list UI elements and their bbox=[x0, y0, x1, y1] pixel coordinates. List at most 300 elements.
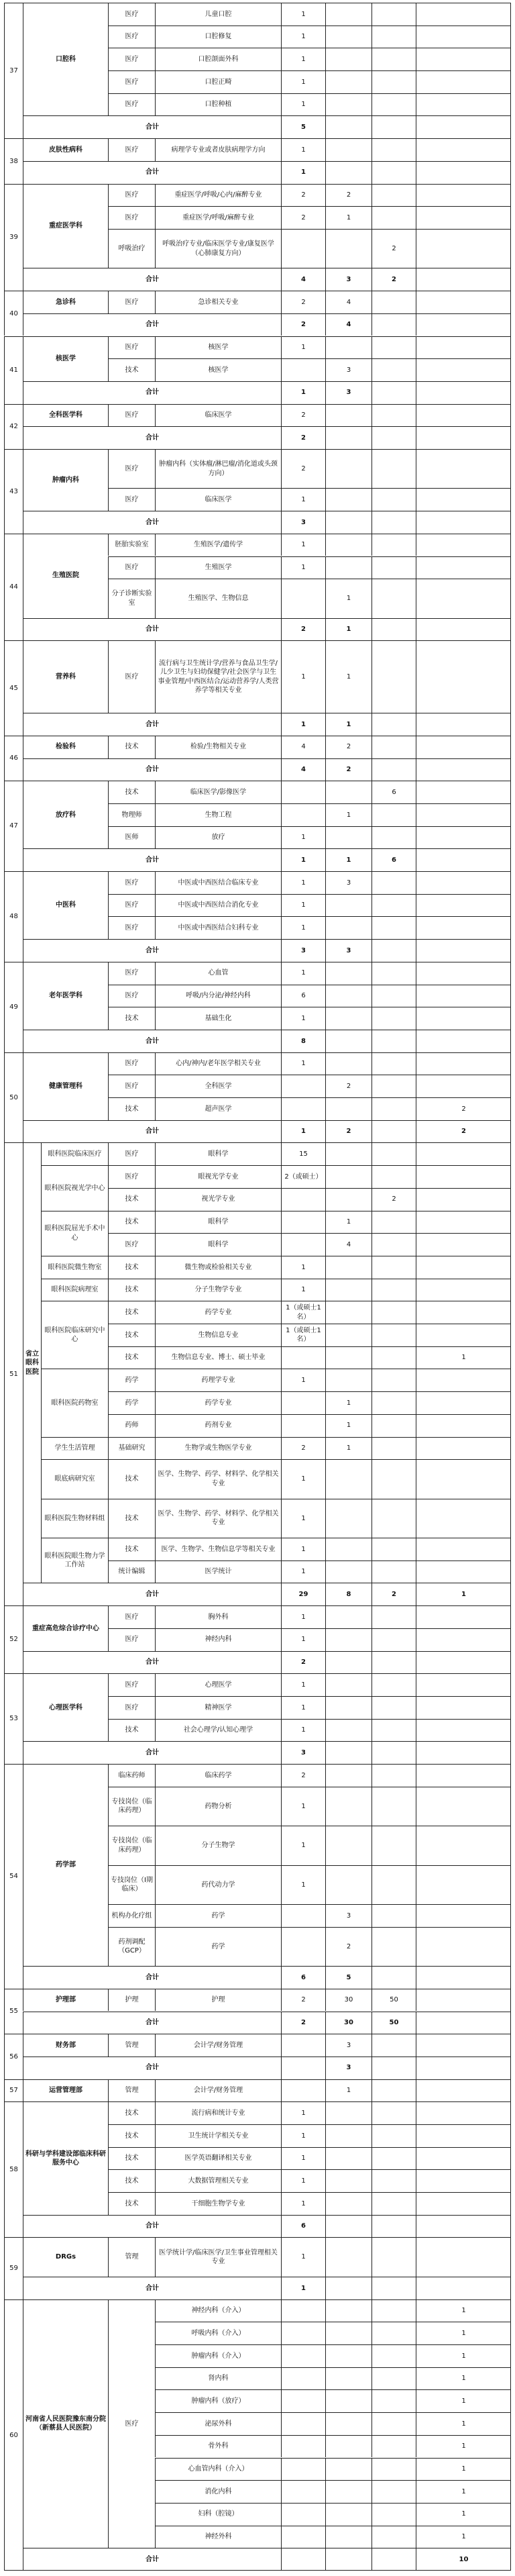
count-doctoral: 1 bbox=[281, 1696, 325, 1719]
count-doctoral: 2 bbox=[281, 1437, 325, 1460]
position-type: 医疗 bbox=[108, 1052, 155, 1075]
count-bachelor bbox=[371, 1007, 416, 1030]
count-bachelor bbox=[371, 1741, 416, 1764]
count-bachelor bbox=[371, 962, 416, 985]
count-doctoral: 1 bbox=[281, 1538, 325, 1561]
seq-number: 42 bbox=[4, 404, 23, 449]
count-master bbox=[325, 1673, 371, 1696]
seq-number: 39 bbox=[4, 184, 23, 291]
count-master bbox=[325, 2124, 371, 2147]
count-other: 1 bbox=[416, 2435, 511, 2458]
specialty: 干细胞生物学专业 bbox=[155, 2192, 281, 2215]
count-other bbox=[416, 2147, 511, 2170]
count-other bbox=[416, 781, 511, 803]
count-master bbox=[325, 161, 371, 184]
count-bachelor bbox=[371, 803, 416, 826]
count-other bbox=[416, 2215, 511, 2238]
department-name: 全科医学科 bbox=[23, 404, 108, 427]
count-doctoral: 1 bbox=[281, 916, 325, 939]
count-doctoral bbox=[281, 2458, 325, 2481]
count-master bbox=[325, 1279, 371, 1301]
count-other bbox=[416, 1301, 511, 1324]
specialty: 胸外科 bbox=[155, 1605, 281, 1628]
count-master bbox=[325, 826, 371, 849]
count-other bbox=[416, 736, 511, 758]
specialty: 心理医学 bbox=[155, 1673, 281, 1696]
specialty: 会计学/财务管理 bbox=[155, 2034, 281, 2057]
seq-number: 60 bbox=[4, 2299, 23, 2571]
count-doctoral: 2 bbox=[281, 1989, 325, 2012]
count-doctoral: 1 bbox=[281, 2147, 325, 2170]
position-type: 技术 bbox=[108, 1211, 155, 1234]
count-doctoral: 1 bbox=[281, 1826, 325, 1865]
count-master bbox=[325, 2299, 371, 2322]
specialty: 妇科（腔镜） bbox=[155, 2503, 281, 2526]
position-type: 医疗 bbox=[108, 894, 155, 917]
count-bachelor bbox=[371, 291, 416, 313]
count-master: 3 bbox=[325, 381, 371, 404]
position-type: 医疗 bbox=[108, 1165, 155, 1188]
count-master bbox=[325, 2503, 371, 2526]
specialty: 大数据管理相关专业 bbox=[155, 2169, 281, 2192]
count-doctoral: 2 bbox=[281, 449, 325, 488]
count-other bbox=[416, 939, 511, 962]
count-bachelor: 2 bbox=[371, 1583, 416, 1605]
count-doctoral: 1 bbox=[281, 871, 325, 894]
count-other bbox=[416, 488, 511, 511]
position-type: 技术 bbox=[108, 2169, 155, 2192]
count-master bbox=[325, 1787, 371, 1826]
count-doctoral: 1 bbox=[281, 1052, 325, 1075]
count-other bbox=[416, 640, 511, 713]
count-doctoral: 1 bbox=[281, 1007, 325, 1030]
count-bachelor bbox=[371, 1499, 416, 1538]
count-other bbox=[416, 115, 511, 138]
specialty: 泌尿外科 bbox=[155, 2412, 281, 2435]
count-bachelor bbox=[371, 336, 416, 359]
specialty: 基础生化 bbox=[155, 1007, 281, 1030]
count-doctoral bbox=[281, 2034, 325, 2057]
position-type: 技术 bbox=[108, 1459, 155, 1498]
count-other bbox=[416, 93, 511, 116]
specialty: 生殖医学、生物信息 bbox=[155, 579, 281, 617]
seq-number: 38 bbox=[4, 138, 23, 183]
count-bachelor bbox=[371, 1459, 416, 1498]
count-doctoral: 1 bbox=[281, 894, 325, 917]
count-bachelor bbox=[371, 93, 416, 116]
count-master: 4 bbox=[325, 313, 371, 336]
subtotal-label: 合计 bbox=[23, 758, 281, 781]
count-master bbox=[325, 1142, 371, 1165]
specialty: 重症医学/呼吸/心内/麻醉专业 bbox=[155, 184, 281, 207]
count-bachelor bbox=[371, 1391, 416, 1414]
count-other bbox=[416, 962, 511, 985]
count-bachelor bbox=[371, 871, 416, 894]
specialty: 神经外科 bbox=[155, 2526, 281, 2548]
specialty: 眼视光学专业 bbox=[155, 1165, 281, 1188]
count-doctoral: 1 bbox=[281, 1561, 325, 1583]
position-type: 医疗 bbox=[108, 1142, 155, 1165]
count-bachelor bbox=[371, 184, 416, 207]
count-other bbox=[416, 1188, 511, 1211]
count-other: 2 bbox=[416, 1120, 511, 1143]
seq-number: 43 bbox=[4, 449, 23, 534]
count-bachelor bbox=[371, 1414, 416, 1437]
seq-number: 52 bbox=[4, 1605, 23, 1673]
sub-unit-name: 眼科医院微生物室 bbox=[41, 1256, 108, 1279]
sub-unit-name: 眼底病研究室 bbox=[41, 1459, 108, 1498]
count-doctoral: 1 bbox=[281, 1256, 325, 1279]
count-master: 1 bbox=[325, 803, 371, 826]
count-doctoral: 2 bbox=[281, 1764, 325, 1787]
count-bachelor bbox=[371, 2367, 416, 2390]
count-master bbox=[325, 26, 371, 48]
count-bachelor bbox=[371, 2057, 416, 2079]
count-other bbox=[416, 2012, 511, 2034]
count-doctoral: 1 bbox=[281, 1499, 325, 1538]
specialty: 心内/神内/老年医学相关专业 bbox=[155, 1052, 281, 1075]
position-type: 医疗 bbox=[108, 2299, 155, 2548]
position-type: 医疗 bbox=[108, 1628, 155, 1651]
seq-number: 49 bbox=[4, 962, 23, 1052]
count-doctoral: 1 bbox=[281, 26, 325, 48]
position-type: 医疗 bbox=[108, 985, 155, 1007]
specialty: 会计学/财务管理 bbox=[155, 2079, 281, 2102]
count-doctoral bbox=[281, 1075, 325, 1097]
position-type: 医疗 bbox=[108, 48, 155, 70]
department-name: 运营管理部 bbox=[23, 2079, 108, 2102]
count-other: 1 bbox=[416, 2503, 511, 2526]
position-type: 医疗 bbox=[108, 206, 155, 229]
specialty: 口腔种植 bbox=[155, 93, 281, 116]
position-type: 机构办化疗组 bbox=[108, 1904, 155, 1927]
count-bachelor bbox=[371, 2215, 416, 2238]
seq-number: 57 bbox=[4, 2079, 23, 2102]
position-type: 医疗 bbox=[108, 3, 155, 26]
count-doctoral: 1（或硕士1名） bbox=[281, 1301, 325, 1324]
count-other bbox=[416, 894, 511, 917]
specialty: 神经内科 bbox=[155, 1628, 281, 1651]
count-bachelor bbox=[371, 1605, 416, 1628]
count-other bbox=[416, 713, 511, 736]
seq-number: 45 bbox=[4, 640, 23, 736]
count-master: 1 bbox=[325, 2079, 371, 2102]
count-doctoral: 1 bbox=[281, 1605, 325, 1628]
count-other bbox=[416, 2124, 511, 2147]
count-bachelor bbox=[371, 206, 416, 229]
count-doctoral: 2 bbox=[281, 1651, 325, 1674]
subtotal-label: 合计 bbox=[23, 426, 281, 449]
table-bottom-border bbox=[4, 2570, 511, 2571]
count-doctoral: 3 bbox=[281, 1741, 325, 1764]
count-master: 3 bbox=[325, 2057, 371, 2079]
position-type: 技术 bbox=[108, 1256, 155, 1279]
count-other: 1 bbox=[416, 2299, 511, 2322]
count-other bbox=[416, 1561, 511, 1583]
count-master: 3 bbox=[325, 268, 371, 291]
position-type: 医疗 bbox=[108, 336, 155, 359]
count-bachelor bbox=[371, 1865, 416, 1904]
position-type: 医疗 bbox=[108, 1696, 155, 1719]
department-name: 护理部 bbox=[23, 1989, 108, 2012]
specialty: 药代动力学 bbox=[155, 1865, 281, 1904]
count-bachelor bbox=[371, 1301, 416, 1324]
specialty: 放疗 bbox=[155, 826, 281, 849]
position-type: 医疗 bbox=[108, 871, 155, 894]
count-doctoral: 1 bbox=[281, 161, 325, 184]
position-type: 专技岗位（临床药理） bbox=[108, 1826, 155, 1865]
count-bachelor bbox=[371, 618, 416, 641]
specialty: 临床医学/影像医学 bbox=[155, 781, 281, 803]
specialty: 心血管 bbox=[155, 962, 281, 985]
count-bachelor bbox=[371, 1437, 416, 1460]
count-master bbox=[325, 449, 371, 488]
count-other bbox=[416, 1211, 511, 1234]
count-bachelor bbox=[371, 2526, 416, 2548]
count-master bbox=[325, 48, 371, 70]
department-name: 核医学 bbox=[23, 336, 108, 381]
count-master bbox=[325, 1561, 371, 1583]
count-doctoral bbox=[281, 2435, 325, 2458]
count-doctoral: 1 bbox=[281, 2192, 325, 2215]
count-bachelor bbox=[371, 1120, 416, 1143]
specialty: 儿童口腔 bbox=[155, 3, 281, 26]
count-doctoral: 1（或硕士1名） bbox=[281, 1324, 325, 1346]
specialty: 消化内科 bbox=[155, 2480, 281, 2503]
subtotal-label: 合计 bbox=[23, 939, 281, 962]
specialty: 肿瘤内科（放疗） bbox=[155, 2389, 281, 2412]
subtotal-label: 合计 bbox=[23, 2548, 281, 2571]
count-bachelor bbox=[371, 2034, 416, 2057]
seq-number: 47 bbox=[4, 781, 23, 871]
count-master: 30 bbox=[325, 1989, 371, 2012]
count-other bbox=[416, 511, 511, 534]
sub-unit-name: 眼科医院视光学中心 bbox=[41, 1165, 108, 1210]
position-type: 护理 bbox=[108, 1989, 155, 2012]
subtotal-label: 合计 bbox=[23, 1651, 281, 1674]
count-bachelor bbox=[371, 2344, 416, 2367]
count-other bbox=[416, 313, 511, 336]
count-other bbox=[416, 2057, 511, 2079]
subtotal-label: 合计 bbox=[23, 2215, 281, 2238]
count-master bbox=[325, 488, 371, 511]
specialty: 眼科学 bbox=[155, 1211, 281, 1234]
count-master: 1 bbox=[325, 1414, 371, 1437]
count-bachelor: 6 bbox=[371, 781, 416, 803]
specialty: 眼科学 bbox=[155, 1233, 281, 1256]
count-other bbox=[416, 138, 511, 161]
department-name: 心理医学科 bbox=[23, 1673, 108, 1741]
count-bachelor bbox=[371, 1324, 416, 1346]
position-type: 技术 bbox=[108, 1499, 155, 1538]
count-bachelor bbox=[371, 426, 416, 449]
count-bachelor bbox=[371, 1538, 416, 1561]
count-bachelor bbox=[371, 2458, 416, 2481]
subtotal-label: 合计 bbox=[23, 381, 281, 404]
seq-number: 46 bbox=[4, 736, 23, 781]
position-type: 医疗 bbox=[108, 916, 155, 939]
count-other bbox=[416, 916, 511, 939]
specialty: 药学专业 bbox=[155, 1301, 281, 1324]
position-type: 医疗 bbox=[108, 1673, 155, 1696]
count-doctoral: 4 bbox=[281, 736, 325, 758]
count-bachelor bbox=[371, 1211, 416, 1234]
count-master bbox=[325, 511, 371, 534]
count-bachelor bbox=[371, 2192, 416, 2215]
count-master bbox=[325, 336, 371, 359]
count-other bbox=[416, 184, 511, 207]
count-other: 1 bbox=[416, 2412, 511, 2435]
specialty: 流行病和统计专业 bbox=[155, 2101, 281, 2124]
department-name: 科研与学科建设部临床科研服务中心 bbox=[23, 2101, 108, 2214]
count-master: 1 bbox=[325, 1391, 371, 1414]
count-master: 1 bbox=[325, 713, 371, 736]
specialty: 微生物或检验相关专业 bbox=[155, 1256, 281, 1279]
specialty: 核医学 bbox=[155, 336, 281, 359]
count-bachelor bbox=[371, 511, 416, 534]
count-bachelor bbox=[371, 579, 416, 617]
position-type: 医疗 bbox=[108, 93, 155, 116]
count-other bbox=[416, 1233, 511, 1256]
count-master: 3 bbox=[325, 358, 371, 381]
count-bachelor bbox=[371, 985, 416, 1007]
count-other: 1 bbox=[416, 2367, 511, 2390]
seq-number: 50 bbox=[4, 1052, 23, 1143]
department-name: 财务部 bbox=[23, 2034, 108, 2057]
count-doctoral bbox=[281, 2480, 325, 2503]
seq-number: 56 bbox=[4, 2034, 23, 2079]
count-master bbox=[325, 781, 371, 803]
count-bachelor bbox=[371, 1165, 416, 1188]
count-doctoral: 6 bbox=[281, 985, 325, 1007]
department-name: DRGs bbox=[23, 2237, 108, 2276]
specialty: 生物学或生物医学专业 bbox=[155, 1437, 281, 1460]
count-bachelor bbox=[371, 1826, 416, 1865]
count-other bbox=[416, 579, 511, 617]
count-other bbox=[416, 1369, 511, 1391]
seq-number: 53 bbox=[4, 1673, 23, 1764]
count-bachelor bbox=[371, 1256, 416, 1279]
count-other bbox=[416, 758, 511, 781]
count-bachelor bbox=[371, 939, 416, 962]
specialty: 药学专业 bbox=[155, 1391, 281, 1414]
count-doctoral: 1 bbox=[281, 848, 325, 871]
count-doctoral: 1 bbox=[281, 138, 325, 161]
specialty: 肿瘤内科（介入） bbox=[155, 2344, 281, 2367]
count-doctoral bbox=[281, 2548, 325, 2571]
count-master bbox=[325, 2169, 371, 2192]
count-doctoral: 4 bbox=[281, 758, 325, 781]
count-doctoral bbox=[281, 1391, 325, 1414]
count-doctoral: 1 bbox=[281, 2124, 325, 2147]
count-doctoral: 1 bbox=[281, 1279, 325, 1301]
sub-unit-name: 眼科医院临床研究中心 bbox=[41, 1301, 108, 1369]
subtotal-label: 合计 bbox=[23, 1120, 281, 1143]
count-doctoral bbox=[281, 2344, 325, 2367]
count-bachelor bbox=[371, 138, 416, 161]
count-doctoral: 1 bbox=[281, 381, 325, 404]
count-master bbox=[325, 2435, 371, 2458]
position-type: 医疗 bbox=[108, 640, 155, 713]
count-master bbox=[325, 1719, 371, 1742]
count-master bbox=[325, 1741, 371, 1764]
count-doctoral: 1 bbox=[281, 556, 325, 579]
sub-unit-name: 眼科医院眼生物力学工作站 bbox=[41, 1538, 108, 1583]
specialty: 医学统计学/临床医学/卫生事业管理相关专业 bbox=[155, 2237, 281, 2276]
count-master bbox=[325, 1324, 371, 1346]
count-doctoral: 1 bbox=[281, 2237, 325, 2276]
department-name: 放疗科 bbox=[23, 781, 108, 848]
department-name: 重症医学科 bbox=[23, 184, 108, 268]
sub-unit-name: 眼科医院临床医疗 bbox=[41, 1142, 108, 1165]
count-master bbox=[325, 2147, 371, 2170]
count-bachelor bbox=[371, 1561, 416, 1583]
count-doctoral bbox=[281, 803, 325, 826]
count-master bbox=[325, 1188, 371, 1211]
position-type: 统计编辑 bbox=[108, 1561, 155, 1583]
count-master: 2 bbox=[325, 1075, 371, 1097]
count-doctoral: 4 bbox=[281, 268, 325, 291]
department-name: 省立眼科医院 bbox=[23, 1142, 41, 1583]
count-bachelor bbox=[371, 640, 416, 713]
count-bachelor bbox=[371, 2435, 416, 2458]
count-other bbox=[416, 2101, 511, 2124]
seq-number: 58 bbox=[4, 2101, 23, 2237]
count-bachelor bbox=[371, 115, 416, 138]
count-doctoral bbox=[281, 2412, 325, 2435]
count-doctoral bbox=[281, 358, 325, 381]
seq-number: 51 bbox=[4, 1142, 23, 1605]
count-bachelor bbox=[371, 1696, 416, 1719]
count-doctoral bbox=[281, 781, 325, 803]
count-other: 1 bbox=[416, 2480, 511, 2503]
count-doctoral: 1 bbox=[281, 93, 325, 116]
specialty: 药学 bbox=[155, 1927, 281, 1966]
count-other bbox=[416, 449, 511, 488]
count-doctoral bbox=[281, 1233, 325, 1256]
count-master bbox=[325, 1052, 371, 1075]
count-master bbox=[325, 556, 371, 579]
subtotal-label: 合计 bbox=[23, 1583, 281, 1605]
specialty: 医学、生物学、药学、材料学、化学相关专业 bbox=[155, 1459, 281, 1498]
count-doctoral: 1 bbox=[281, 2169, 325, 2192]
specialty: 中医或中西医结合临床专业 bbox=[155, 871, 281, 894]
specialty: 精神医学 bbox=[155, 1696, 281, 1719]
count-other bbox=[416, 206, 511, 229]
position-type: 技术 bbox=[108, 2124, 155, 2147]
position-type: 医疗 bbox=[108, 26, 155, 48]
count-master bbox=[325, 404, 371, 427]
count-bachelor bbox=[371, 1369, 416, 1391]
count-master bbox=[325, 2458, 371, 2481]
count-master bbox=[325, 2389, 371, 2412]
specialty: 社会心理学/认知心理学 bbox=[155, 1719, 281, 1742]
department-name: 皮肤性病科 bbox=[23, 138, 108, 161]
count-doctoral: 1 bbox=[281, 534, 325, 556]
subtotal-label: 合计 bbox=[23, 2057, 281, 2079]
count-other: 1 bbox=[416, 2322, 511, 2344]
count-master bbox=[325, 916, 371, 939]
count-master bbox=[325, 1628, 371, 1651]
specialty: 神经内科（介入） bbox=[155, 2299, 281, 2322]
count-doctoral bbox=[281, 1188, 325, 1211]
count-bachelor bbox=[371, 2147, 416, 2170]
count-other bbox=[416, 1764, 511, 1787]
count-master: 1 bbox=[325, 1211, 371, 1234]
count-doctoral: 1 bbox=[281, 962, 325, 985]
count-bachelor bbox=[371, 2548, 416, 2571]
count-bachelor bbox=[371, 2503, 416, 2526]
